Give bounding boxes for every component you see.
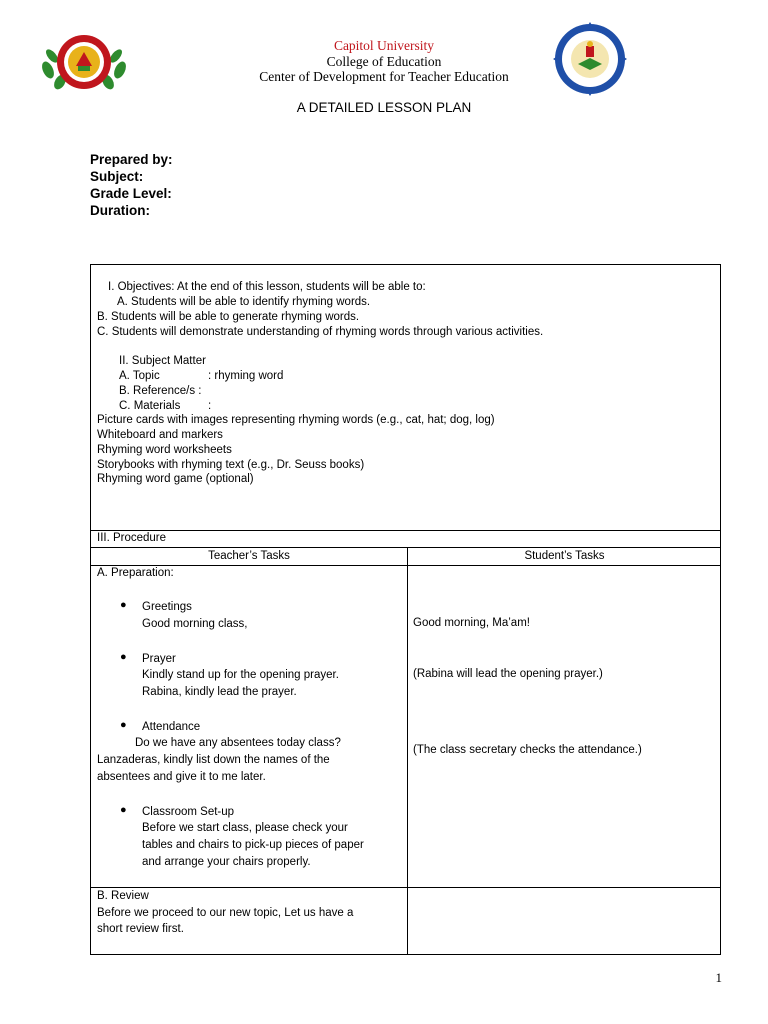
university-name: Capitol University	[333, 38, 435, 53]
setup-line1: Before we start class, please check your	[142, 822, 348, 834]
prayer-line1: Kindly stand up for the opening prayer.	[142, 669, 339, 681]
column-divider	[407, 547, 408, 955]
greetings-title: Greetings	[142, 601, 192, 613]
objective-c: C. Students will demonstrate understanding of rhyming words through various activities.	[97, 326, 544, 338]
setup-line3: and arrange your chairs properly.	[142, 856, 311, 868]
greetings-teacher: Good morning class,	[142, 618, 248, 630]
topic-value: : rhyming word	[208, 370, 284, 382]
setup-title: Classroom Set-up	[142, 806, 235, 818]
review-label: B. Review	[97, 890, 149, 902]
prayer-student: (Rabina will lead the opening prayer.)	[413, 668, 603, 680]
subject-label: Subject:	[90, 169, 144, 184]
bullet: ●	[120, 804, 127, 816]
preparation-label: A. Preparation:	[97, 567, 174, 579]
prayer-title: Prayer	[142, 653, 176, 665]
bullet: ●	[120, 651, 127, 663]
college-name: College of Education	[326, 54, 442, 69]
attendance-line3: absentees and give it to me later.	[97, 771, 266, 783]
reference-label: B. Reference/s :	[119, 385, 202, 397]
material-item: Storybooks with rhyming text (e.g., Dr. Seuss books)	[97, 459, 365, 471]
review-line1: Before we proceed to our new topic, Let us have a	[97, 907, 354, 919]
prayer-line2: Rabina, kindly lead the prayer.	[142, 686, 297, 698]
attendance-line1: Do we have any absentees today class?	[135, 737, 341, 749]
divider	[91, 547, 720, 548]
bullet: ●	[120, 599, 127, 611]
teacher-tasks-header: Teacher’s Tasks	[208, 550, 290, 562]
prepared-by-label: Prepared by:	[90, 152, 173, 167]
materials-label: C. Materials	[119, 400, 181, 412]
setup-line2: tables and chairs to pick-up pieces of paper	[142, 839, 364, 851]
materials-colon: :	[208, 400, 212, 412]
review-line2: short review first.	[97, 923, 184, 935]
material-item: Rhyming word game (optional)	[97, 473, 254, 485]
attendance-student: (The class secretary checks the attendance.)	[413, 744, 642, 756]
material-item: Rhyming word worksheets	[97, 444, 232, 456]
attendance-line2: Lanzaderas, kindly list down the names of the	[97, 754, 330, 766]
material-item: Picture cards with images representing rhyming words (e.g., cat, hat; dog, log)	[97, 414, 495, 426]
attendance-title: Attendance	[142, 721, 201, 733]
material-item: Whiteboard and markers	[97, 429, 223, 441]
lesson-plan-table	[90, 264, 721, 955]
subject-matter-heading: II. Subject Matter	[119, 355, 206, 367]
objective-a: A. Students will be able to identify rhyming words.	[117, 296, 371, 308]
center-name: Center of Development for Teacher Education	[259, 69, 509, 84]
greetings-student: Good morning, Ma’am!	[413, 617, 530, 629]
duration-label: Duration:	[90, 203, 150, 218]
page-number: 1	[715, 970, 722, 985]
grade-level-label: Grade Level:	[90, 186, 172, 201]
divider	[91, 565, 720, 566]
student-tasks-header: Student’s Tasks	[524, 550, 605, 562]
objective-b: B. Students will be able to generate rhyming words.	[97, 311, 360, 323]
objectives-heading: I. Objectives: At the end of this lesson, students will be able to:	[108, 281, 426, 293]
divider	[91, 530, 720, 531]
bullet: ●	[120, 719, 127, 731]
procedure-heading: III. Procedure	[97, 532, 167, 544]
divider	[91, 887, 720, 888]
document-title: A DETAILED LESSON PLAN	[296, 100, 472, 115]
topic-label: A. Topic	[119, 370, 160, 382]
